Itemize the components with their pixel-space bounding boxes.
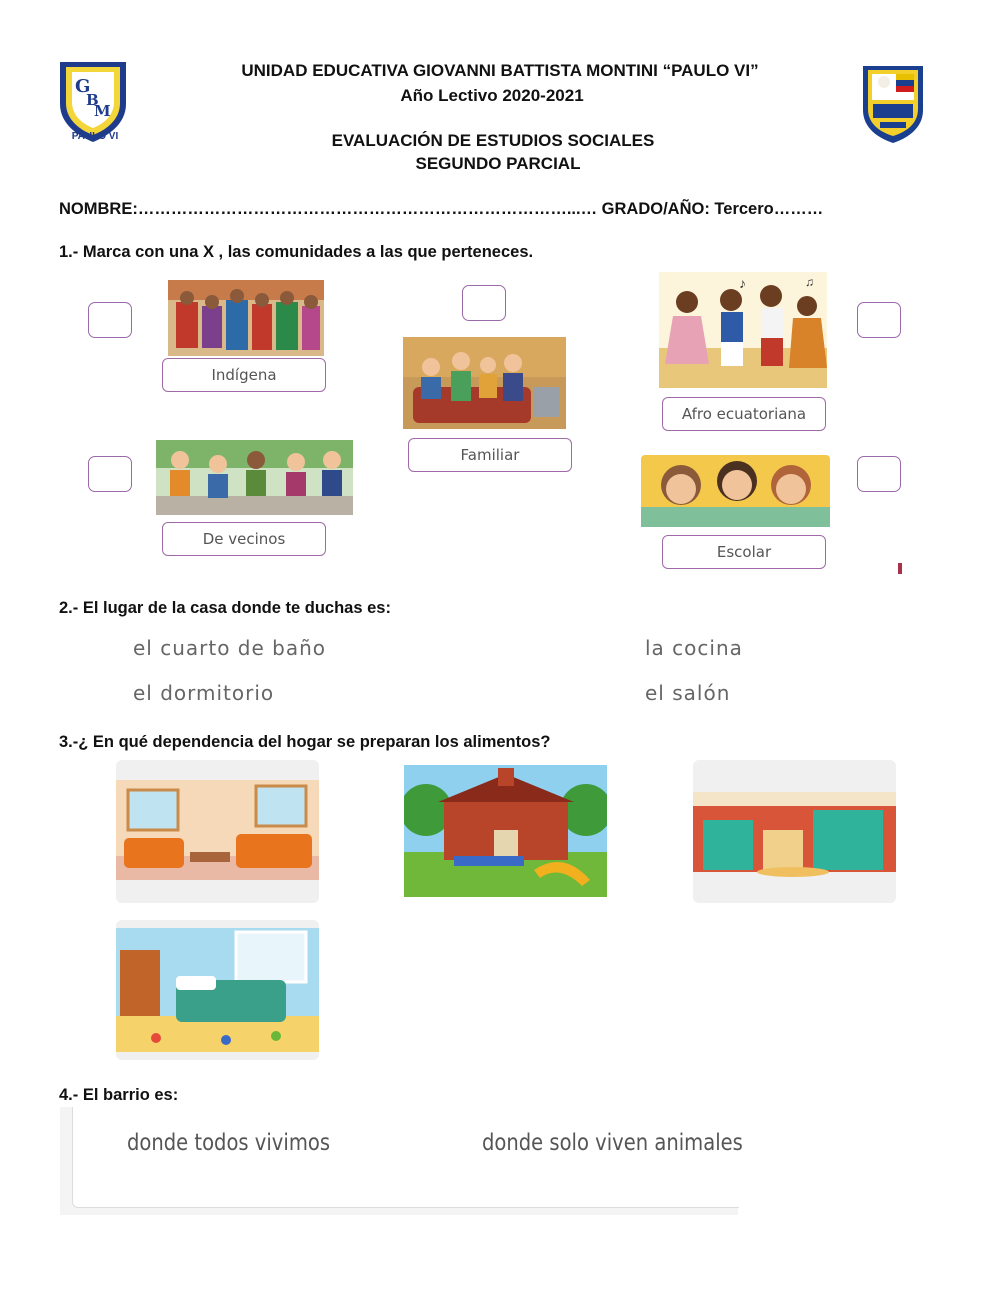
question-4-prompt: 4.- El barrio es:: [59, 1086, 179, 1104]
living-room-image: [116, 760, 319, 903]
exam-title: EVALUACIÓN DE ESTUDIOS SOCIALES: [331, 131, 655, 150]
school-image: [404, 760, 607, 903]
escolar-image: [641, 455, 830, 527]
kitchen-option[interactable]: [693, 760, 896, 903]
svg-text:♪: ♪: [739, 275, 746, 291]
checkbox-familiar[interactable]: [462, 285, 506, 321]
exam-term: SEGUNDO PARCIAL: [415, 154, 581, 173]
option-cuarto-de-bano[interactable]: el cuarto de baño: [133, 636, 327, 660]
student-info-line: NOMBRE:……………………………………………………………………...… GRADO/AÑO: Tercero………: [59, 200, 824, 218]
bedroom-option[interactable]: [116, 920, 319, 1060]
familiar-image: [403, 337, 566, 429]
question-1-prompt: 1.- Marca con una X , las comunidades a las que perteneces.: [59, 243, 534, 261]
svg-text:♫: ♫: [805, 275, 814, 289]
checkbox-indigena[interactable]: [88, 302, 132, 338]
de-vecinos-image: [156, 440, 353, 515]
option-la-cocina[interactable]: la cocina: [645, 636, 743, 660]
option-donde-solo-viven-animales[interactable]: donde solo viven animales: [482, 1130, 743, 1156]
svg-text:M: M: [94, 102, 111, 120]
svg-text:B: B: [86, 91, 99, 109]
afro-ecuatoriana-image: [659, 272, 827, 388]
kitchen-image: [693, 760, 896, 903]
school-name: UNIDAD EDUCATIVA GIOVANNI BATTISTA MONTINI “PAULO VI”: [241, 61, 759, 80]
label-de-vecinos[interactable]: De vecinos: [162, 522, 326, 556]
svg-text:G: G: [75, 76, 91, 97]
living-room-option[interactable]: [116, 760, 319, 903]
school-logo-caption: PAULO VI: [71, 131, 119, 142]
label-indigena[interactable]: Indígena: [162, 358, 326, 392]
checkbox-escolar[interactable]: [857, 456, 901, 492]
school-option[interactable]: [404, 760, 607, 903]
checkbox-afro-ecuatoriana[interactable]: [857, 302, 901, 338]
small-mark: [898, 563, 902, 574]
question-4-answer-box: [60, 1107, 738, 1215]
question-2-prompt: 2.- El lugar de la casa donde te duchas es:: [59, 599, 391, 617]
checkbox-de-vecinos[interactable]: [88, 456, 132, 492]
label-familiar[interactable]: Familiar: [408, 438, 572, 472]
option-donde-todos-vivimos[interactable]: donde todos vivimos: [127, 1130, 331, 1156]
question-3-prompt: 3.-¿ En qué dependencia del hogar se preparan los alimentos?: [59, 733, 551, 751]
option-el-salon[interactable]: el salón: [645, 681, 731, 705]
indigena-image: [168, 280, 324, 356]
school-year: Año Lectivo 2020-2021: [400, 86, 584, 105]
label-afro-ecuatoriana[interactable]: Afro ecuatoriana: [662, 397, 826, 431]
bedroom-image: [116, 920, 319, 1060]
label-escolar[interactable]: Escolar: [662, 535, 826, 569]
option-el-dormitorio[interactable]: el dormitorio: [133, 681, 275, 705]
